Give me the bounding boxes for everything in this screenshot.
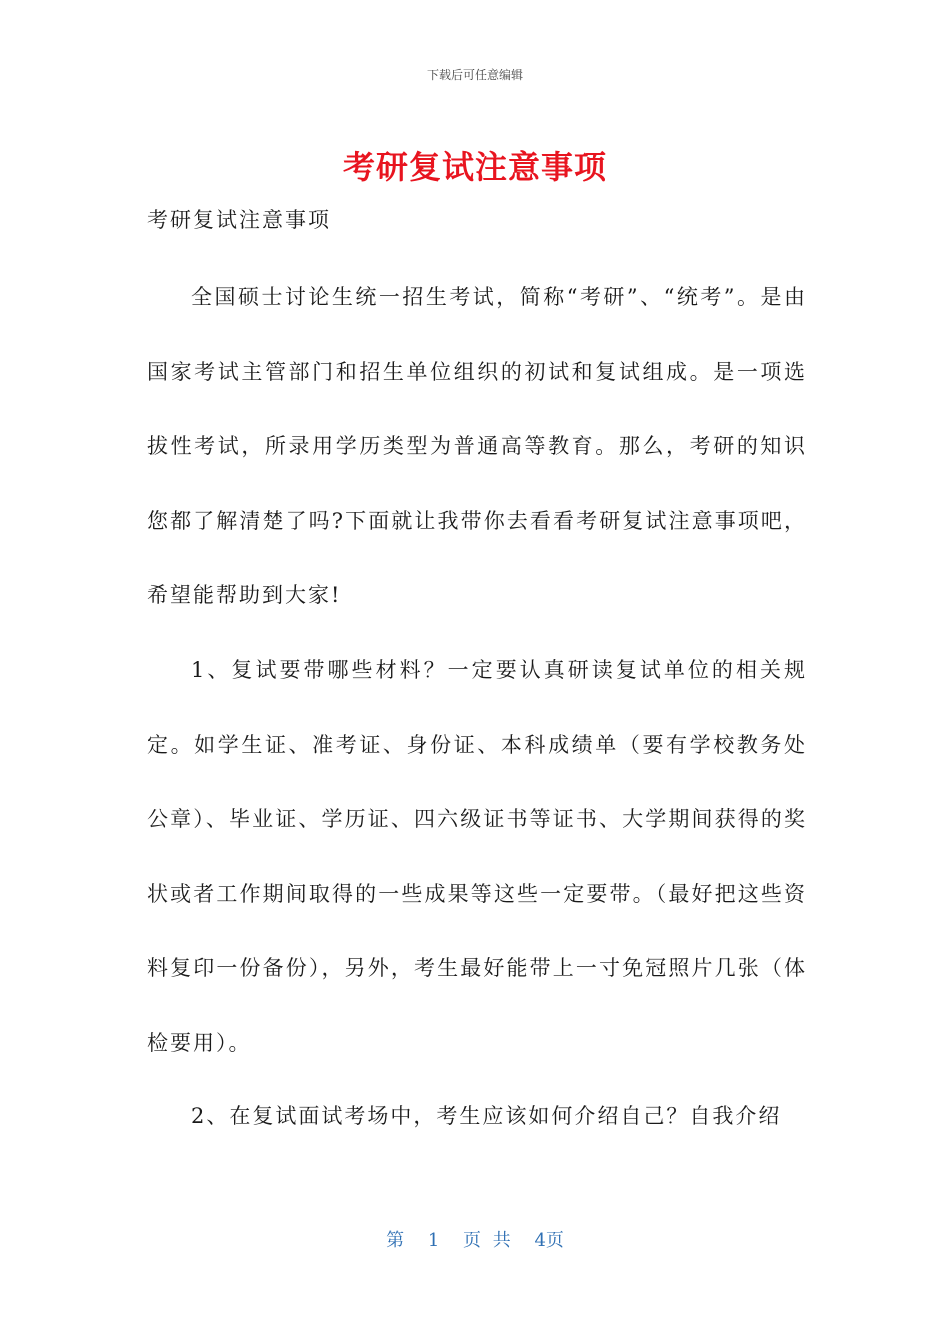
paragraph-intro: 全国硕士讨论生统一招生考试，简称“考研”、“统考”。是由国家考试主管部门和招生单位组织的初试和复试组成。是一项选拔性考试，所录用学历类型为普通高等教育。那么，考研的知识您都了解清楚了吗?下面就让我带你去看看考研复试注意事项吧，希望能帮助到大家!	[147, 285, 807, 607]
paragraph-self-intro: 2、在复试面试考场中，考生应该如何介绍自己？自我介绍	[191, 1104, 782, 1128]
footer-total-pages: 4页	[534, 1230, 564, 1251]
footer-current-page: 1	[427, 1230, 440, 1251]
footer-mid: 页 共	[463, 1230, 511, 1251]
page-footer	[0, 1226, 950, 1252]
header-note: 下载后可任意编辑	[426, 68, 523, 82]
paragraph-materials: 1、复试要带哪些材料？一定要认真研读复试单位的相关规定。如学生证、准考证、身份证、本科成绩单（要有学校教务处公章）、毕业证、学历证、四六级证书等证书、大学期间获得的奖状或者工作期间取得的一些成果等这些一定要带。（最好把这些资料复印一份备份），另外，考生最好能带上一寸免冠照片几张（体检要用）。	[147, 658, 807, 1055]
document-title: 考研复试注意事项	[342, 148, 607, 186]
document-subtitle: 考研复试注意事项	[147, 208, 331, 232]
footer-prefix: 第	[386, 1230, 405, 1251]
